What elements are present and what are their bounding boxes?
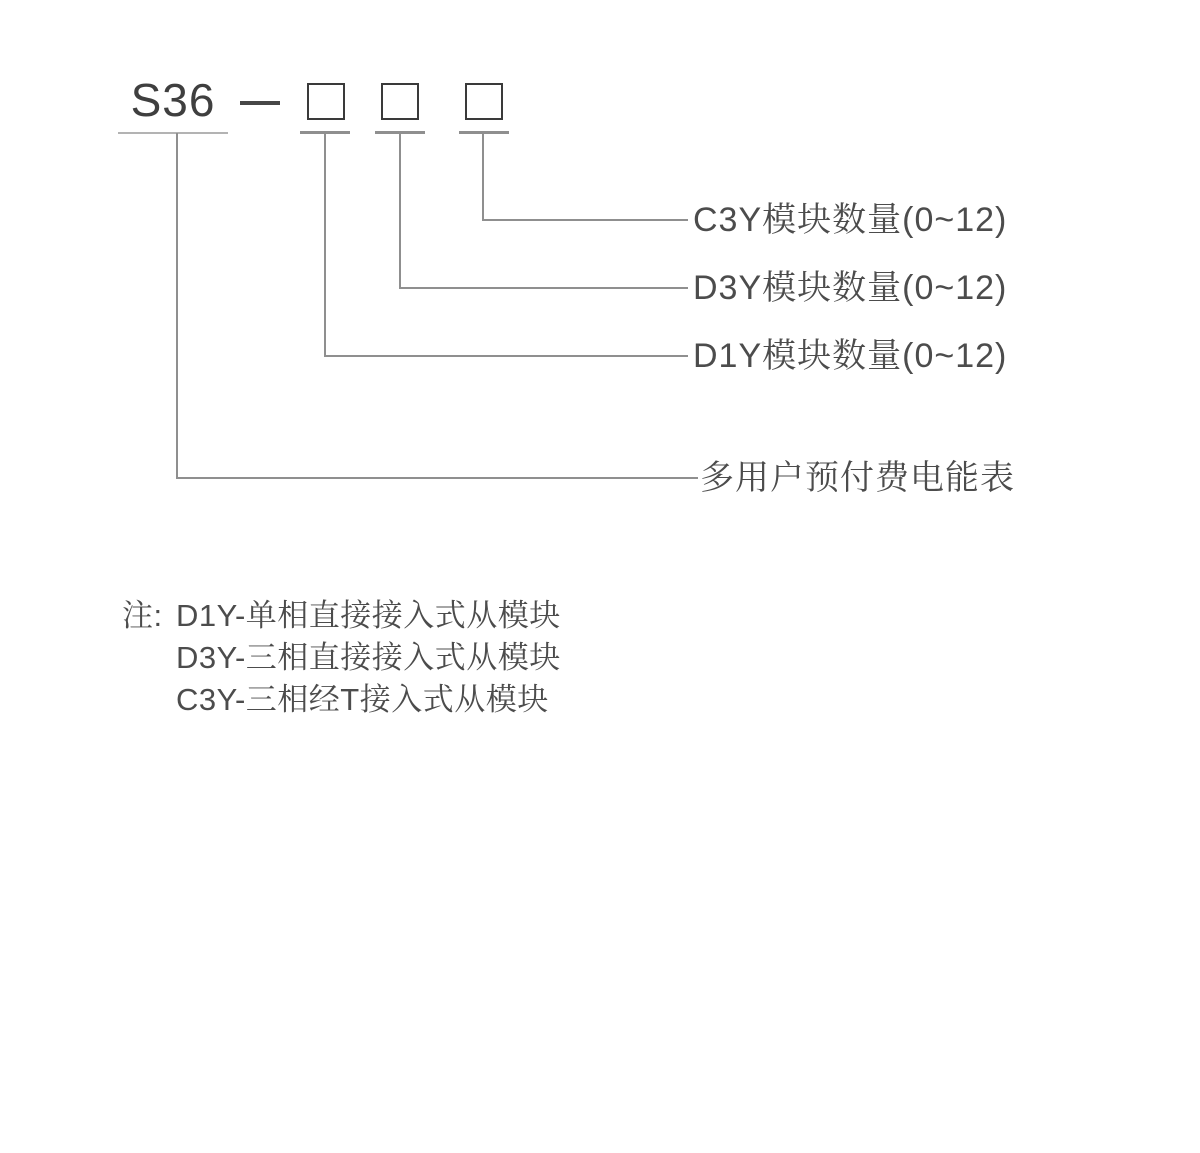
branch-label-c3y-module-count: C3Y模块数量(0~12) [693, 201, 1008, 239]
note-line [122, 679, 561, 721]
connector-hline-c3y [482, 219, 688, 221]
module-count-box-c3y [465, 83, 503, 120]
branch-label-d1y-module-count: D1Y模块数量(0~12) [693, 337, 1008, 375]
note-indent [122, 679, 176, 721]
connector-hline-d1y [324, 355, 688, 357]
connector-hline-meter [176, 477, 698, 479]
branch-label-meter-type: 多用户预付费电能表 [700, 459, 1015, 497]
note-line [122, 595, 561, 637]
note-line [122, 637, 561, 679]
tick-under-box-c3y [459, 131, 509, 134]
connector-vline-d3y [399, 133, 401, 289]
note-text-d1y: D1Y-单相直接接入式从模块 [176, 598, 561, 633]
note-prefix: 注: [122, 598, 163, 633]
connector-vline-meter [176, 133, 178, 479]
connector-hline-d3y [399, 287, 688, 289]
module-count-box-d1y [307, 83, 345, 120]
branch-label-d3y-module-count: D3Y模块数量(0~12) [693, 269, 1008, 307]
dash-separator [240, 101, 280, 105]
connector-vline-d1y [324, 133, 326, 357]
notes-block [122, 595, 561, 721]
tick-under-model-code [118, 132, 228, 134]
connector-vline-c3y [482, 133, 484, 221]
note-indent [122, 637, 176, 679]
model-code-text: S36 [130, 74, 216, 126]
note-text-c3y: C3Y-三相经T接入式从模块 [176, 682, 549, 717]
note-text-d3y: D3Y-三相直接接入式从模块 [176, 640, 561, 675]
module-count-box-d3y [381, 83, 419, 120]
